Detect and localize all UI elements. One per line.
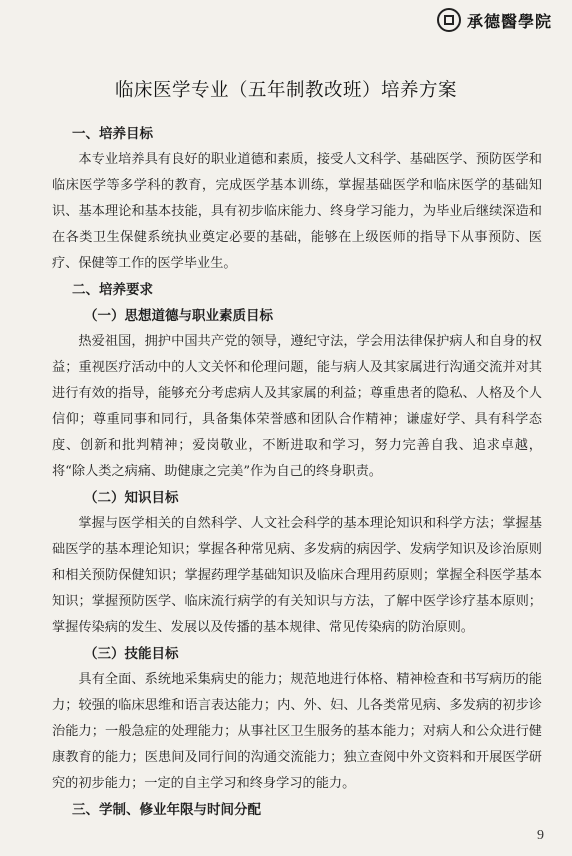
seal-icon <box>437 8 461 32</box>
subheading-knowledge: （二）知识目标 <box>84 490 179 506</box>
subheading-skills: （三）技能目标 <box>84 646 179 662</box>
subheading-moral: （一）思想道德与职业素质目标 <box>84 308 273 324</box>
page-title: 临床医学专业（五年制教改班）培养方案 <box>114 80 457 101</box>
paragraph-skills: 具有全面、系统地采集病史的能力；规范地进行体格、精神检查和书写病历的能力；较强的临床思维和语言表达能力；内、外、妇、儿各类常见病、多发病的初步诊治能力；一般急症的处理能力；从事社区卫生服务的基本能力；对病人和公众进行健康教育的能力；医患间及同行间的沟通交流能力；独立查阅中外文资料和开展医学研究的初步能力；一定的自主学习和终身学习的能力。 <box>52 672 542 791</box>
section-heading-requirements: 二、培养要求 <box>72 282 153 298</box>
logo-text: 承德醫學院 <box>466 11 552 31</box>
document-body <box>52 121 542 823</box>
section-heading-goals: 一、培养目标 <box>72 126 153 142</box>
page-number: 9 <box>537 828 544 843</box>
section-heading-schedule: 三、学制、修业年限与时间分配 <box>72 802 261 818</box>
paragraph-moral: 热爱祖国，拥护中国共产党的领导，遵纪守法，学会用法律保护病人和自身的权益；重视医疗活动中的人文关怀和伦理问题，能与病人及其家属进行沟通交流并对其进行有效的指导，能够充分考虑病人及其家属的利益；尊重患者的隐私、人格及个人信仰；尊重同事和同行，具备集体荣誉感和团队合作精神；谦虚好学、具有科学态度、创新和批判精神；爱岗敬业，不断进取和学习，努力完善自我、追求卓越，将“除人类之病痛、助健康之完美”作为自己的终身职责。 <box>52 334 542 479</box>
paragraph-knowledge: 掌握与医学相关的自然科学、人文社会科学的基本理论知识和科学方法；掌握基础医学的基本理论知识；掌握各种常见病、多发病的病因学、发病学知识及诊治原则和相关预防保健知识；掌握药理学基础知识及临床合理用药原则；掌握全科医学基本知识；掌握预防医学、临床流行病学的有关知识与方法，了解中医学诊疗基本原则；掌握传染病的发生、发展以及传播的基本规律、常见传染病的防治原则。 <box>52 516 542 635</box>
college-logo <box>437 8 552 32</box>
paragraph-goals: 本专业培养具有良好的职业道德和素质，接受人文科学、基础医学、预防医学和临床医学等多学科的教育，完成医学基本训练，掌握基础医学和临床医学的基础知识、基本理论和基本技能，具有初步临床能力、终身学习能力，为毕业后继续深造和在各类卫生保健系统执业奠定必要的基础，能够在上级医师的指导下从事预防、医疗、保健等工作的医学毕业生。 <box>52 152 542 271</box>
